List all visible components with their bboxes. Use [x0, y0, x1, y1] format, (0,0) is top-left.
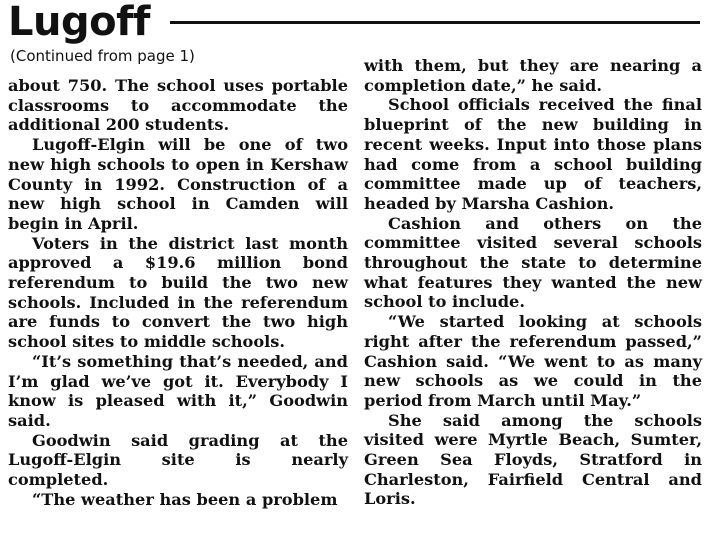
paragraph: “The weather has been a problem [32, 489, 338, 509]
left-column [8, 76, 348, 509]
paragraph: about 750. The school uses portable classrooms to accommodate the additional 200 students. [8, 76, 348, 135]
paragraph: Lugoff-Elgin will be one of two new high schools to open in Kershaw County in 1992. Construction of a new high school in Camden will begin in April. [8, 135, 348, 233]
headline: Lugoff [8, 0, 150, 45]
paragraph: Voters in the district last month approved a $19.6 million bond referendum to build the two new schools. Included in the referendum are funds to convert the two high school sites to middle schools. [8, 233, 348, 352]
headline-rule [170, 21, 700, 24]
paragraph: “It’s something that’s needed, and I’m glad we’ve got it. Everybody I know is pleased with it,” Goodwin said. [8, 351, 348, 430]
continued-line: (Continued from page 1) [10, 47, 195, 65]
paragraph: She said among the schools visited were Myrtle Beach, Sumter, Green Sea Floyds, Stratford in Charleston, Fairfield Central and Loris. [364, 410, 702, 509]
paragraph: Cashion and others on the committee visited several schools throughout the state to determine what features they wanted the new school to include. [364, 213, 702, 312]
right-column [364, 56, 702, 509]
paragraph: “We started looking at schools right after the referendum passed,” Cashion said. “We went to as many new schools as we could in the period from March until May.” [364, 312, 702, 410]
paragraph: Goodwin said grading at the Lugoff-Elgin site is nearly completed. [8, 430, 348, 490]
paragraph: School officials received the final blueprint of the new building in recent weeks. Input into those plans had come from a school building committee made up of teachers, headed by Marsha Cashion. [364, 95, 702, 213]
paragraph: with them, but they are nearing a completion date,” he said. [364, 56, 702, 95]
